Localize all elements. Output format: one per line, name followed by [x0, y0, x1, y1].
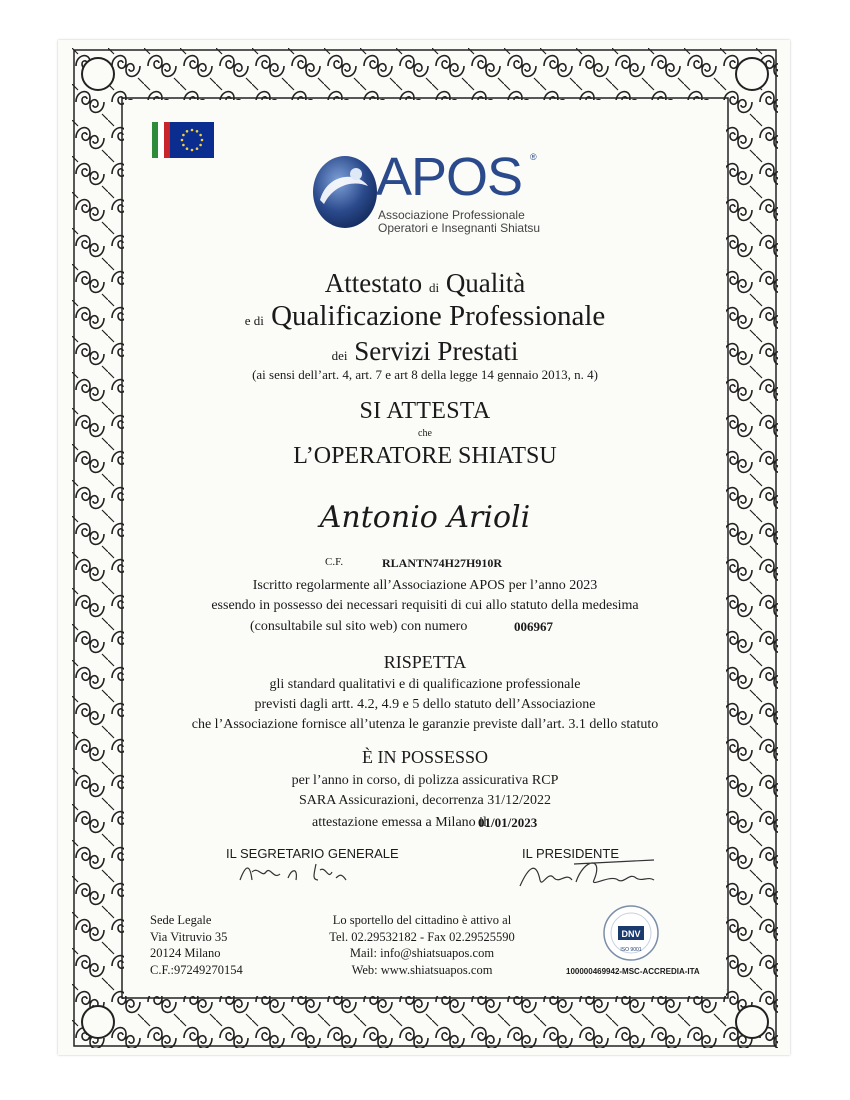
- logo-subtitle-1: Associazione Professionale: [378, 208, 525, 222]
- law-reference: (ai sensi dell’art. 4, art. 7 e art 8 della legge 14 gennaio 2013, n. 4): [252, 367, 598, 382]
- possesso-heading: È IN POSSESSO: [361, 747, 489, 767]
- footer-center-line-1: Lo sportello del cittadino è attivo al: [332, 913, 512, 927]
- title-line-2: e di Qualificazione Professionale: [244, 300, 606, 332]
- logo-subtitle-2: Operatori e Insegnanti Shiatsu: [378, 221, 541, 235]
- logo-wordmark: APOS: [376, 147, 523, 207]
- cf-value: RLANTN74H27H910R: [382, 556, 503, 570]
- rispetta-line-2: previsti dagli artt. 4.2, 4.9 e 5 dello statuto dell’Associazione: [254, 697, 596, 712]
- certification-code: 100000469942-MSC-ACCREDIA-ITA: [566, 967, 700, 976]
- rispetta-line-1: gli standard qualitativi e di qualificazione professionale: [269, 677, 581, 692]
- possesso-line-2: SARA Assicurazioni, decorrenza 31/12/2022: [299, 793, 551, 808]
- secretary-title: IL SEGRETARIO GENERALE: [226, 846, 399, 861]
- title-line-1: Attestato di Qualità: [324, 268, 526, 298]
- membership-line-1: Iscritto regolarmente all’Associazione APOS per l’anno 2023: [252, 578, 598, 593]
- si-attesta-heading: SI ATTESTA: [359, 398, 491, 424]
- footer-contacts: [312, 912, 532, 978]
- registered-mark: ®: [530, 152, 537, 162]
- dnv-text: DNV: [621, 929, 641, 939]
- secretary-signature: [236, 858, 366, 888]
- italy-flag-icon: [152, 122, 170, 158]
- dnv-certification-badge: [598, 904, 664, 962]
- footer-phone: Tel. 02.29532182 - Fax 02.29525590: [329, 929, 515, 944]
- issue-date: 01/01/2023: [478, 815, 538, 830]
- che-text: che: [418, 428, 432, 439]
- iso-text: ISO 9001: [620, 947, 642, 953]
- membership-number: 006967: [514, 619, 553, 634]
- president-signature: [514, 850, 659, 892]
- footer-mail: Mail: info@shiatsuapos.com: [349, 946, 495, 960]
- title-line-3: dei Servizi Prestati: [331, 336, 519, 366]
- operatore-heading: L’OPERATORE SHIATSU: [293, 443, 557, 469]
- eu-flag-icon: [170, 122, 214, 158]
- president-title: IL PRESIDENTE: [522, 846, 620, 861]
- footer-web: Web: www.shiatsuapos.com: [351, 962, 493, 977]
- membership-line-2: essendo in possesso dei necessari requisiti di cui allo statuto della medesima: [211, 598, 639, 613]
- cf-label: C.F.: [325, 556, 344, 568]
- membership-line-3: (consultabile sul sito web) con numero: [250, 619, 468, 634]
- footer-left-line-3: 20124 Milano: [150, 946, 221, 960]
- footer-left-line-4: C.F.:97249270154: [150, 962, 243, 977]
- rispetta-line-3: che l’Associazione fornisce all’utenza le garanzie previste dall’art. 3.1 dello statuto: [191, 717, 659, 732]
- footer-legal-address: [150, 912, 243, 978]
- holder-name: Antonio Arioli: [319, 500, 531, 535]
- apos-logo-icon: [310, 152, 380, 232]
- footer-left-line-1: Sede Legale: [150, 913, 212, 927]
- issued-text: attestazione emessa a Milano il: [312, 815, 487, 830]
- possesso-line-1: per l’anno in corso, di polizza assicurativa RCP: [291, 773, 559, 788]
- footer-left-line-2: Via Vitruvio 35: [150, 929, 228, 944]
- rispetta-heading: RISPETTA: [383, 652, 467, 672]
